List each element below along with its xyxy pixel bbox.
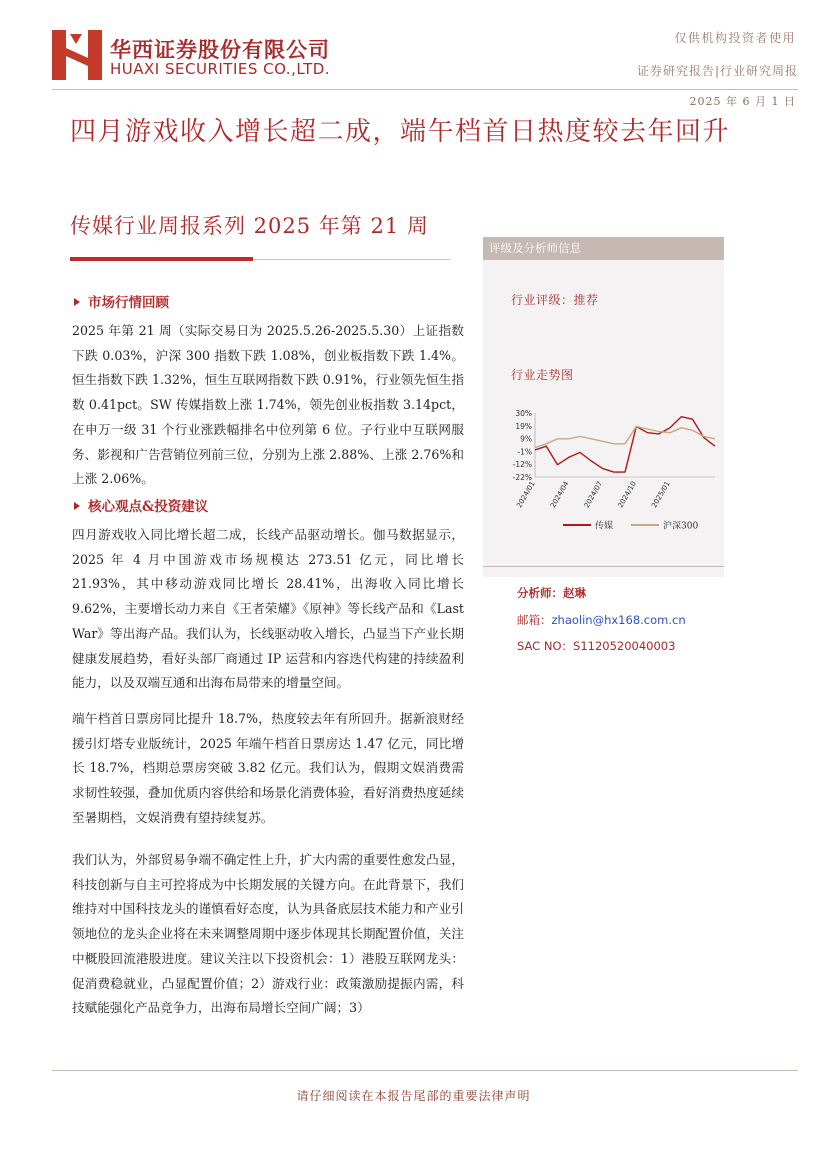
y-tick-label: 9%: [520, 434, 532, 444]
x-tick-label: 2024/01: [515, 480, 537, 510]
report-title: 四月游戏收入增长超二成，端午档首日热度较去年回升: [70, 117, 731, 147]
email-label: 邮箱：: [517, 613, 552, 627]
legend-label: 传媒: [595, 521, 614, 532]
usage-note: 仅供机构投资者使用: [674, 31, 796, 45]
legend-label: 沪深300: [663, 521, 699, 532]
trend-chart-label: 行业走势图: [511, 368, 574, 382]
section-heading-label: 市场行情回顾: [88, 295, 169, 311]
section-heading-core: [74, 495, 208, 515]
brand-name-en: HUAXI SECURITIES CO.,LTD.: [110, 60, 331, 78]
paragraph-games: 四月游戏收入同比增长超二成，长线产品驱动增长。伽马数据显示，2025 年 4 月中国游戏市场规模达 273.51 亿元，同比增长 21.93%，其中移动游戏同比增长 28.41%，出海收入同比增长 9.62%，主要增长动力来自《王者荣耀》《原神》等长线产品和《Last War》等出海产品。我们认为，长线驱动收入增长，凸显当下产业长期健康发展趋势，看好头部厂商通过 IP 运营和内容迭代构建的持续盈利能力，以及双端互通和出海布局带来的增量空间。: [72, 527, 464, 691]
y-tick-label: 30%: [515, 409, 532, 418]
x-tick-label: 2024/04: [549, 480, 571, 510]
x-tick-label: 2024/07: [582, 480, 605, 510]
x-tick-label: 2024/10: [616, 480, 638, 510]
footer-disclaimer: 请仔细阅读在本报告尾部的重要法律声明: [296, 1089, 531, 1103]
analyst-email: [517, 612, 686, 628]
header-divider: [52, 89, 798, 90]
paragraph-market: 2025 年第 21 周（实际交易日为 2025.5.26-2025.5.30）上证指数下跌 0.03%，沪深 300 指数下跌 1.08%，创业板指数下跌 1.4%。恒生指数下跌 1.32%，恒生互联网指数下跌 0.91%，行业领先恒生指数 0.41pct。SW 传媒指数上涨 1.74%，领先创业板指数 3.14pct，在申万一级 31 个行业涨跌幅排名中位列第 6 位。子行业中互联网服务、影视和广告营销位列前三位，分别为上涨 2.88%、上涨 2.76%和上涨 2.06%。: [72, 323, 464, 487]
report-type: 证券研究报告|行业研究周报: [636, 64, 798, 78]
triangle-bullet-icon: [74, 502, 80, 510]
series-line-1: [535, 427, 715, 448]
analyst-name: 分析师：赵琳: [517, 586, 586, 600]
paragraph-box-office: 端午档首日票房同比提升 18.7%，热度较去年有所回升。据新浪财经援引灯塔专业版统计，2025 年端午档首日票房达 1.47 亿元，同比增长 18.7%，档期总票房突破 3.82 亿元。我们认为，假期文娱消费需求韧性较强，叠加优质内容供给和场景化消费体验，看好消费热度延续至暑期档，文娱消费有望持续复苏。: [72, 711, 464, 825]
y-tick-label: -22%: [512, 473, 532, 482]
brand-name-cn: 华西证券股份有限公司: [110, 38, 330, 62]
sidebar-header: 评级及分析师信息: [489, 241, 581, 255]
report-date: 2025 年 6 月 1 日: [689, 95, 796, 108]
y-tick-label: -12%: [512, 460, 532, 470]
section-heading-market: [74, 291, 169, 311]
sidebar-divider: [483, 566, 724, 567]
triangle-bullet-icon: [74, 298, 80, 306]
x-tick-label: 2025/01: [650, 480, 672, 510]
sac-number: SAC NO：S1120520040003: [517, 639, 676, 653]
huaxi-logo-icon: [52, 30, 102, 80]
section-heading-label: 核心观点&投资建议: [88, 499, 209, 515]
report-subtitle: 传媒行业周报系列 2025 年第 21 周: [70, 214, 429, 238]
y-tick-label: 19%: [515, 421, 532, 431]
paragraph-investment: 我们认为，外部贸易争端不确定性上升，扩大内需的重要性愈发凸显，科技创新与自主可控将成为中长期发展的关键方向。在此背景下，我们维持对中国科技龙头的谨慎看好态度，认为具备底层技术能力和产业引领地位的龙头企业将在未来调整周期中逐步体现其长期配置价值，关注中概股回流港股进度。建议关注以下投资机会：1）港股互联网龙头：促消费稳就业，凸显配置价值；2）游戏行业：政策激励提振内需，科技赋能强化产品竞争力，出海布局增长空间广阔；3）: [72, 852, 464, 1016]
industry-rating: 行业评级：推荐: [511, 293, 599, 307]
y-tick-label: -1%: [517, 447, 532, 457]
subtitle-accent-bar: [70, 257, 253, 261]
footer-divider: [52, 1070, 798, 1071]
industry-trend-chart: [483, 405, 724, 540]
email-link[interactable]: zhaolin@hx168.com.cn: [551, 613, 686, 627]
